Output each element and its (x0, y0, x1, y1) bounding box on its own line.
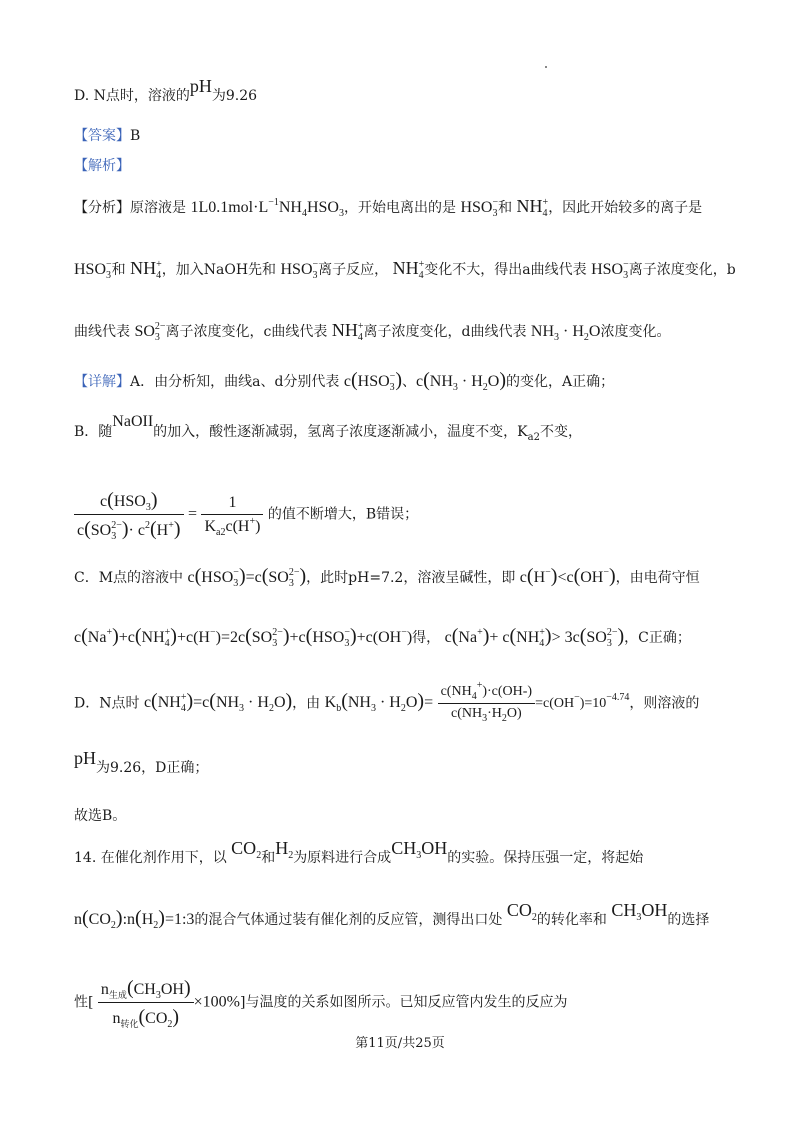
fenxi-line-3: 曲线代表 $SO_3^{2-}$离子浓度变化，c曲线代表 $NH_4^+$离子浓度变化，d曲线代表 $NH_3 \cdot H_2O$浓度变化。 (74, 320, 671, 343)
d-fraction: $\frac{c(NH_4^+)\cdot c(OH-)}{c(NH_3\cdot H_2O)}$ (438, 684, 536, 723)
xiangjie-c-line-2: $c(Na^+)+c(NH_4^+)+c(H^-)=2c(SO_3^{2-})+c(HSO_3^-)+c(OH^-)$得， $c(Na^+)+ c(NH_4^+)> 3c(SO_3^{2-})$，C正确； (74, 625, 691, 649)
selectivity-fraction: $\frac{n_{生成}(CH_3OH)}{n_{转化}(CO_2)}$ (98, 976, 194, 1029)
answer-line (74, 128, 140, 145)
xiangjie-b-fraction-line: $\frac{c(HSO_3)}{c(SO_3^{2-})\cdot c^2(H^+)}$ = $\frac{1}{K_{a2}c(H^+)}$ 的值不断增大，B错误； (74, 488, 418, 541)
stray-dot (545, 66, 547, 68)
q14-line-1: 14. 在催化剂作用下，以 $CO_2$和$H_2$为原料进行合成$CH_3OH$的实验。保持压强一定，将起始 (74, 838, 644, 866)
fenxi-line-1: 【分析】原溶液是 $1L0.1mol\cdot L^{-1}NH_4HSO_3$，开始电离出的是 $HSO_3^-$和 $NH_4^+$，因此开始较多的离子是 (74, 196, 703, 219)
b-fraction-right: $\frac{1}{K_{a2}c(H^+)}$ (201, 493, 263, 536)
xiangjie-b-line: B．随NaOII的加入，酸性逐渐减弱，氢离子浓度逐渐减小，温度不变，$K_{a2}$不变， (74, 413, 582, 443)
page-footer: 第11页/共25页 (355, 1036, 445, 1051)
xiangjie-c-line: C．M点的溶液中 $c(HSO_3^-)=c(SO_3^{2-})$，此时pH=7.2，溶液呈碱性，即 c(H−)<c(OH−)，由电荷守恒 (74, 565, 700, 589)
ph-symbol: pH (189, 76, 212, 96)
fenxi-line-2: $HSO_3^-$和 $NH_4^+$，加入NaOH先和 $HSO_3^-$离子反应， $NH_4^+$变化不大，得出a曲线代表 $HSO_3^-$离子浓度变化，b (74, 258, 736, 281)
xiangjie-d-line: D．N点时 $c(NH_4^+)=c(NH_3 \cdot H_2O)$，由 $K_b(NH_3 \cdot H_2O)=$ $\frac{c(NH_4^+)\cdot c(OH-)}{c(NH_3\cdot H_2O)}$ $=c(OH^-)=10^{-4.74}$，则溶液的 (74, 680, 700, 724)
solution-formula: $1L0.1mol\cdot L^{-1}NH_4HSO_3$ (190, 197, 344, 219)
analysis-label: 【解析】 (74, 158, 130, 174)
q14-line-3: 性[ $\frac{n_{生成}(CH_3OH)}{n_{转化}(CO_2)}$ ×100%]与温度的关系如图所示。已知反应管内发生的反应为 (74, 977, 568, 1030)
xiangjie-d-line-2: pH为9.26，D正确； (74, 748, 209, 776)
conclusion-line: 故选B。 (74, 808, 127, 824)
b-fraction-left: $\frac{c(HSO_3)}{c(SO_3^{2-})\cdot c^2(H^+)}$ (74, 488, 184, 541)
option-d-line: D. N点时，溶液的pH为9.26 (74, 76, 258, 104)
q14-line-2: $n(CO_2):n(H_2)=1:3$的混合气体通过装有催化剂的反应管，测得出口处 $CO_2$的转化率和 $CH_3OH$的选择 (74, 900, 710, 931)
answer-label: 【答案】 (74, 128, 130, 144)
xiangjie-a-line: 【详解】A．由分析知，曲线a、d分别代表 $c(HSO_3^-)$、$c(NH_3 \cdot H_2O)$的变化，A正确； (74, 369, 615, 393)
answer-value: B (130, 128, 141, 144)
